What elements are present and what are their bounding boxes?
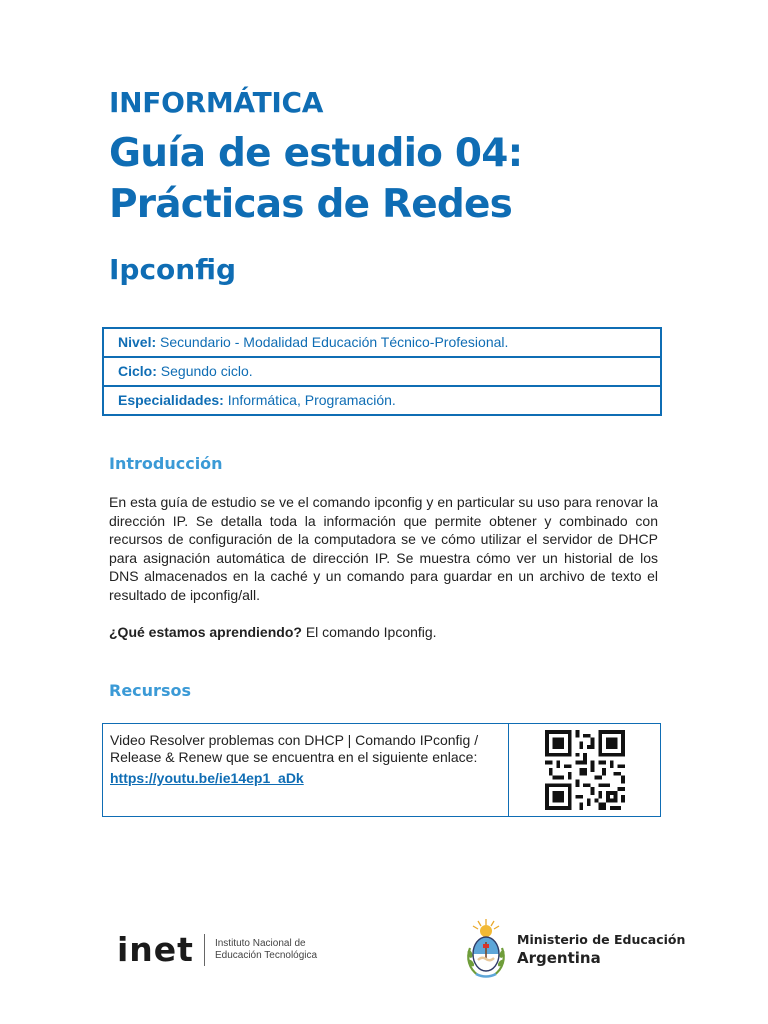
topic-heading: Ipconfig bbox=[109, 253, 237, 286]
especialidades-value: Informática, Programación. bbox=[227, 392, 396, 408]
resources-qr-cell bbox=[509, 724, 660, 816]
learning-value: El comando Ipconfig. bbox=[301, 624, 437, 640]
title-line-1: Guía de estudio 04: bbox=[109, 131, 523, 176]
inet-wordmark: inet bbox=[117, 930, 194, 969]
subject-heading: INFORMÁTICA bbox=[109, 86, 324, 119]
title-line-2: Prácticas de Redes bbox=[109, 182, 513, 227]
inet-logo bbox=[117, 930, 317, 969]
ciclo-label: Ciclo: bbox=[118, 363, 157, 379]
resources-text-cell bbox=[103, 724, 509, 816]
qr-code-icon bbox=[543, 730, 627, 810]
resources-table bbox=[102, 723, 661, 817]
info-table bbox=[102, 327, 662, 416]
info-row-nivel bbox=[104, 329, 660, 358]
inet-name-line2: Educación Tecnológica bbox=[214, 949, 318, 961]
info-row-ciclo bbox=[104, 358, 660, 387]
especialidades-label: Especialidades: bbox=[118, 392, 224, 408]
coat-of-arms-icon bbox=[463, 918, 509, 980]
intro-paragraph: En esta guía de estudio se ve el comando ipconfig y en particular su uso para renovar la dirección IP. Se detalla toda la información que permite obtener y combinado con recursos de configuración de la computadora se ve cómo utilizar el servidor de DHCP para asignación automática de dirección IP. Se muestra cómo ver un historial de los DNS almacenados en la caché y un comando para guardar en un archivo de texto el resultado de ipconfig/all. bbox=[109, 494, 658, 603]
info-row-especialidades bbox=[104, 387, 660, 414]
resources-heading: Recursos bbox=[109, 681, 191, 700]
ministry-line1: Ministerio de Educación bbox=[517, 931, 686, 947]
ministry-line2: Argentina bbox=[517, 948, 601, 967]
learning-label: ¿Qué estamos aprendiendo? bbox=[109, 624, 302, 640]
nivel-value: Secundario - Modalidad Educación Técnico-Profesional. bbox=[160, 334, 509, 350]
resources-description: Video Resolver problemas con DHCP | Comando IPconfig / Release & Renew que se encuentra en el siguiente enlace: bbox=[110, 732, 479, 765]
video-link[interactable]: https://youtu.be/ie14ep1_aDk bbox=[110, 770, 304, 786]
learning-line bbox=[109, 624, 437, 640]
inet-name-line1: Instituto Nacional de bbox=[214, 937, 306, 949]
nivel-label: Nivel: bbox=[118, 334, 157, 350]
ciclo-value: Segundo ciclo. bbox=[160, 363, 253, 379]
page-title bbox=[109, 128, 709, 230]
inet-fullname bbox=[215, 938, 317, 962]
intro-heading: Introducción bbox=[109, 454, 223, 473]
ministry-text bbox=[517, 932, 685, 967]
logo-divider bbox=[204, 934, 205, 966]
ministry-logo bbox=[463, 918, 685, 980]
